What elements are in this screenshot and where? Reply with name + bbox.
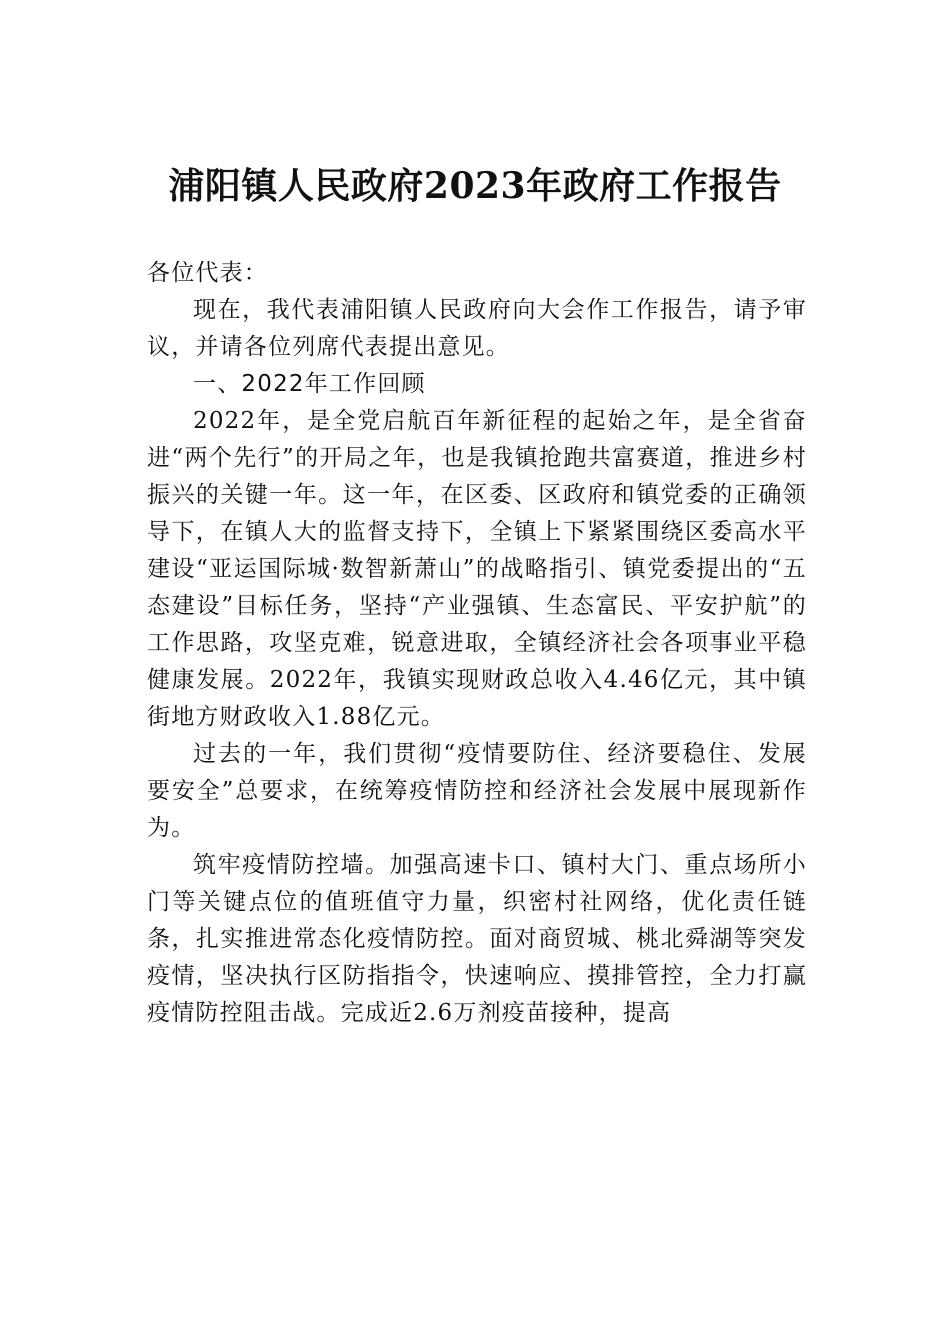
paragraph-2022-overview: 2022年，是全党启航百年新征程的起始之年，是全省奋进“两个先行”的开局之年，也是我镇抢跑共富赛道，推进乡村振兴的关键一年。这一年，在区委、区政府和镇党委的正确领导下，在镇人大的监督支持下，全镇上下紧紧围绕区委高水平建设“亚运国际城·数智新萧山”的战略指引、镇党委提出的“五态建设”目标任务，坚持“产业强镇、生态富民、平安护航”的工作思路，攻坚克难，锐意进取，全镇经济社会各项事业平稳健康发展。2022年，我镇实现财政总收入4.46亿元，其中镇街地方财政收入1.88亿元。 xyxy=(147,408,807,730)
salutation: 各位代表： xyxy=(147,260,268,286)
paragraph-past-year: 过去的一年，我们贯彻“疫情要防住、经济要稳住、发展要安全”总要求，在统筹疫情防控和经济社会发展中展现新作为。 xyxy=(147,741,807,841)
paragraph-intro: 现在，我代表浦阳镇人民政府向大会作工作报告，请予审议，并请各位列席代表提出意见。 xyxy=(147,297,807,360)
document-body xyxy=(147,255,807,1032)
document-title: 浦阳镇人民政府2023年政府工作报告 xyxy=(168,165,782,207)
section-heading: 一、2022年工作回顾 xyxy=(193,371,426,397)
paragraph-epidemic-control: 筑牢疫情防控墙。加强高速卡口、镇村大门、重点场所小门等关键点位的值班值守力量，织密村社网络，优化责任链条，扎实推进常态化疫情防控。面对商贸城、桃北舜湖等突发疫情，坚决执行区防指指令，快速响应、摸排管控，全力打赢疫情防控阻击战。完成近2.6万剂疫苗接种，提高 xyxy=(147,852,807,1026)
